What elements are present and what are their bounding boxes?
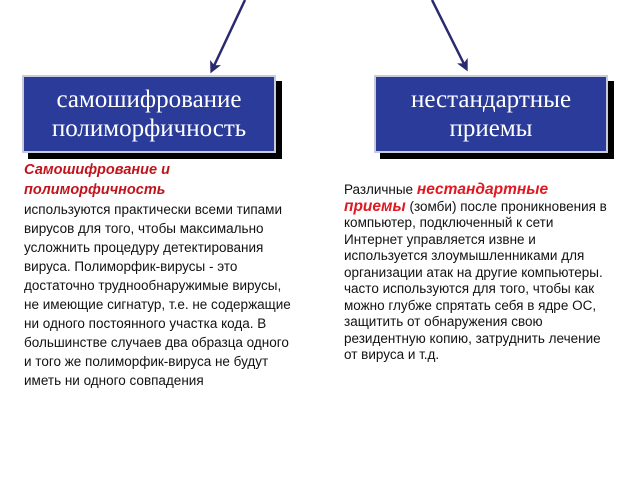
arrows-graphic	[0, 0, 640, 80]
arrow-right	[432, 0, 465, 66]
title-box-line: приемы	[449, 115, 533, 142]
highlight-term: Самошифрование и полиморфичность	[24, 162, 170, 198]
highlight-term: нестандартные приемы	[344, 181, 549, 215]
title-box-line: полиморфичность	[51, 115, 247, 142]
description-body: (зомби) после проникновения в компьютер, подключенный к сети Интернет управляется извне и используется злоумышленниками для организации атак на другие компьютеры. часто используются для того, чтобы как можно глубже спрятать себя в ядре ОС, защитить от обнаружения свою резидентную копию, затруднить лечение от вируса и т.д.	[344, 198, 607, 362]
description-body: используются практически всеми типами вирусов для того, чтобы максимально усложнить процедуру детектирования вируса. Полиморфик-вирусы - это достаточно труднообнаружимые вирусы, не имеющие сигнатур, т.е. не содержащие ни одного постоянного участка кода. В большинстве случаев два образца одного и того же полиморфик-вируса не будут иметь ни одного совпадения	[24, 202, 291, 388]
title-box-line: нестандартные	[410, 86, 572, 113]
nonstandard-techniques-description	[344, 182, 612, 364]
title-box-nonstandard-techniques	[374, 75, 608, 153]
self-encryption-description	[24, 160, 294, 390]
description-prefix: Различные	[344, 182, 414, 197]
title-box-self-encryption	[22, 75, 276, 153]
arrow-left	[213, 0, 245, 68]
title-box-line: самошифрование	[56, 86, 242, 113]
